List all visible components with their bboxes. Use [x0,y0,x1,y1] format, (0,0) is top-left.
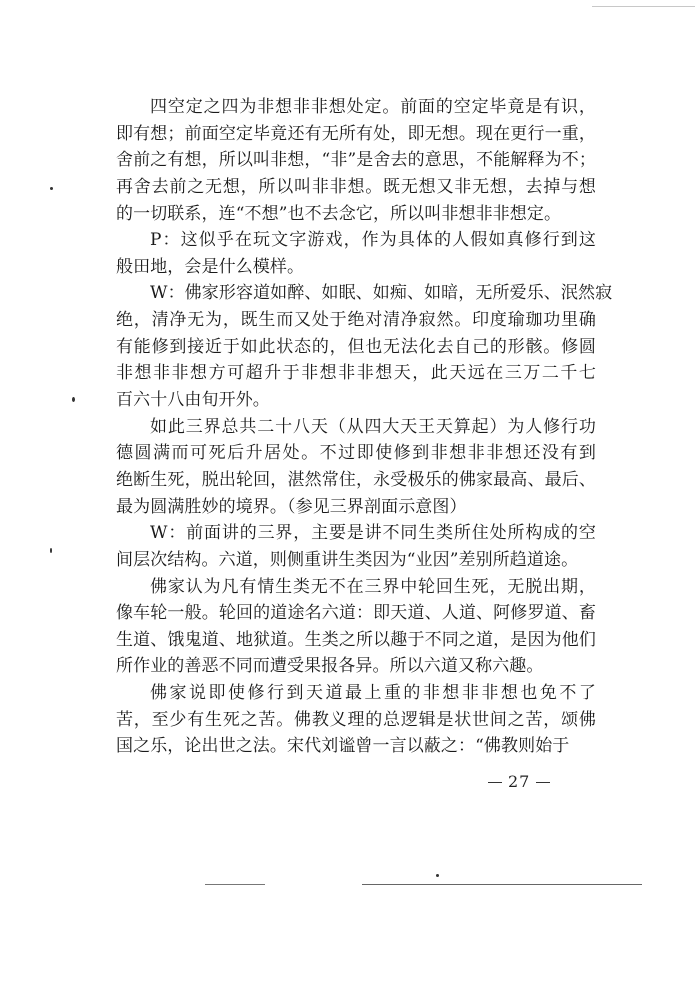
text-line: 像车轮一般。轮回的道途名六道：即天道、人道、阿修罗道、畜 [116,603,596,624]
text-line: 般田地，会是什么模样。 [116,256,305,277]
scan-speck [72,397,75,402]
text-line: 绝，清净无为，既生而又处于绝对清净寂然。印度瑜珈功里确 [116,310,596,331]
text-line: 四空定之四为非想非非想处定。前面的空定毕竟是有识， [150,97,596,117]
text-line: 非想非非想方可超升于非想非非想天，此天远在三万二千七 [116,363,596,384]
text-line: 如此三界总共二十八天（从四大天王天算起）为人修行功 [150,416,596,437]
text-line: 最为圆满胜妙的境界。（参见三界剖面示意图） [116,496,467,517]
scan-speck [50,187,53,190]
page-number: 27 [508,772,531,791]
dash-left [488,782,502,783]
text-line: 国之乐，论出世之法。宋代刘谧曾一言以蔽之：“佛教则始于 [116,736,570,757]
text-line: 即有想；前面空定毕竟还有无所有处，即无想。现在更行一重， [116,123,596,144]
text-line: 再舍去前之无想，所以叫非非想。既无想又非无想，去掉与想 [116,176,596,197]
text-line: 的一切联系，连“不想”也不去念它，所以叫非想非非想定。 [116,203,562,224]
text-line: P：这似乎在玩文字游戏，作为具体的人假如真修行到这 [150,230,596,251]
text-line: 生道、饿鬼道、地狱道。生类之所以趣于不同之道，是因为他们 [116,629,596,650]
text-line: W：前面讲的三界，主要是讲不同生类所住处所构成的空 [150,523,596,544]
text-line: 百六十八由旬开外。 [116,390,270,411]
text-line: 绝断生死，脱出轮回，湛然常住，永受极乐的佛家最高、最后、 [116,469,596,490]
text-line: 苦，至少有生死之苦。佛教义理的总逻辑是状世间之苦，颂佛 [116,709,596,730]
text-line: 德圆满而可死后升居处。不过即使修到非想非非想还没有到 [116,443,596,464]
dash-right [536,782,550,783]
text-line: 舍前之有想，所以叫非想，“非”是舍去的意思，不能解释为不； [116,150,596,171]
page-number-footer [482,772,582,791]
scan-rule-left [205,884,265,885]
text-line: 所作业的善恶不同而遭受果报各异。所以六道又称六趣。 [116,656,544,677]
text-line: 佛家认为凡有情生类无不在三界中轮回生死，无脱出期， [150,576,596,597]
top-edge-rule [592,6,695,7]
text-line: W：佛家形容道如醉、如眠、如痴、如暗，无所爱乐、泯然寂 [150,283,613,304]
scan-speck [436,874,439,877]
scan-rule-right [362,884,642,885]
text-line: 间层次结构。六道，则侧重讲生类因为“业因”差别所趋道途。 [116,549,579,570]
scan-speck [50,548,52,553]
text-line: 有能修到接近于如此状态的，但也无法化去自己的形骸。修圆 [116,336,596,357]
body-text [116,94,613,760]
text-line: 佛家说即使修行到天道最上重的非想非非想也免不了 [150,683,596,704]
